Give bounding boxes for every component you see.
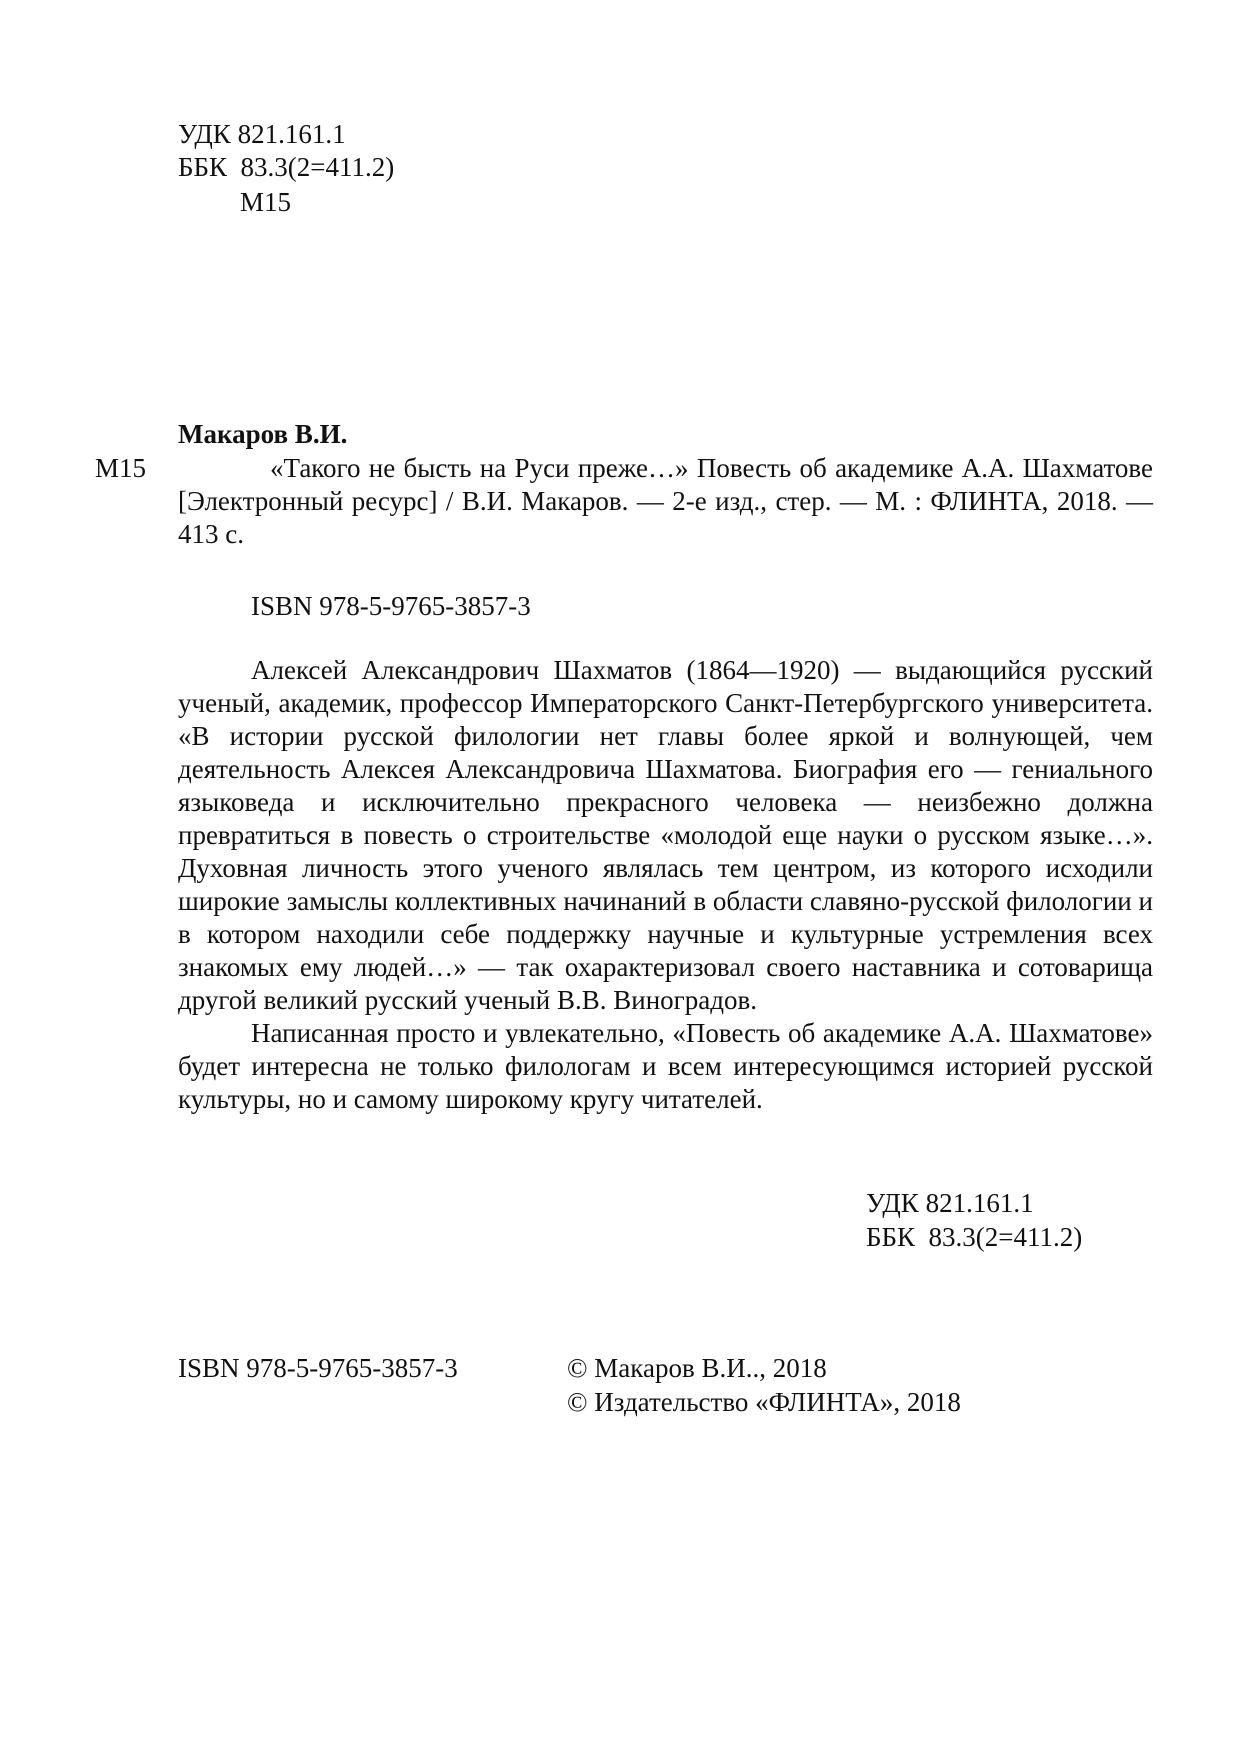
- author-name: Макаров В.И.: [178, 419, 348, 449]
- annotation-paragraph-2: Написанная просто и увлекательно, «Повесть об академике А.А. Шахматове» будет интересна не только филологам и всем интересующимся историей русской культуры, но и самому широкому кругу читателей.: [178, 1018, 1153, 1114]
- author-mark-top: М15: [240, 187, 292, 217]
- isbn-copyright: ISBN 978-5-9765-3857-3: [178, 1353, 458, 1383]
- bbk-code-bottom: ББК 83.3(2=411.2): [866, 1222, 1083, 1252]
- publisher-copyright: © Издательство «ФЛИНТА», 2018: [567, 1387, 961, 1417]
- bbk-code-top: ББК 83.3(2=411.2): [178, 152, 395, 182]
- author-copyright: © Макаров В.И.., 2018: [567, 1353, 827, 1383]
- annotation: [178, 654, 1153, 1116]
- udk-code-top: УДК 821.161.1: [178, 119, 346, 149]
- udk-code-bottom: УДК 821.161.1: [866, 1188, 1034, 1218]
- author-mark-side: М15: [95, 453, 147, 483]
- bibliographic-description: «Такого не бысть на Руси преже…» Повесть об академике А.А. Шахматове [Электронный ресурс] / В.И. Макаров. — 2-е изд., стер. — М. : ФЛИНТА, 2018. — 413 с.: [178, 453, 1153, 549]
- annotation-paragraph-1: Алексей Александрович Шахматов (1864—1920) — выдающийся русский ученый, академик, профессор Императорского Санкт-Петербургского университета. «В истории русской филологии нет главы более яркой и волнующей, чем деятельность Алексея Александровича Шахматова. Биография его — гениального языковеда и исключительно прекрасного человека — неизбежно должна превратиться в повесть о строительстве «молодой еще науки о русском языке…». Духовная личность этого ученого являлась тем центром, из которого исходили широкие замыслы коллективных начинаний в области славяно-русской филологии и в котором находили себе поддержку научные и культурные устремления всех знакомых ему людей…» — так охарактеризовал своего наставника и сотоварища другой великий русский ученый В.В. Виноградов.: [178, 655, 1153, 1015]
- isbn-entry: ISBN 978-5-9765-3857-3: [251, 591, 531, 621]
